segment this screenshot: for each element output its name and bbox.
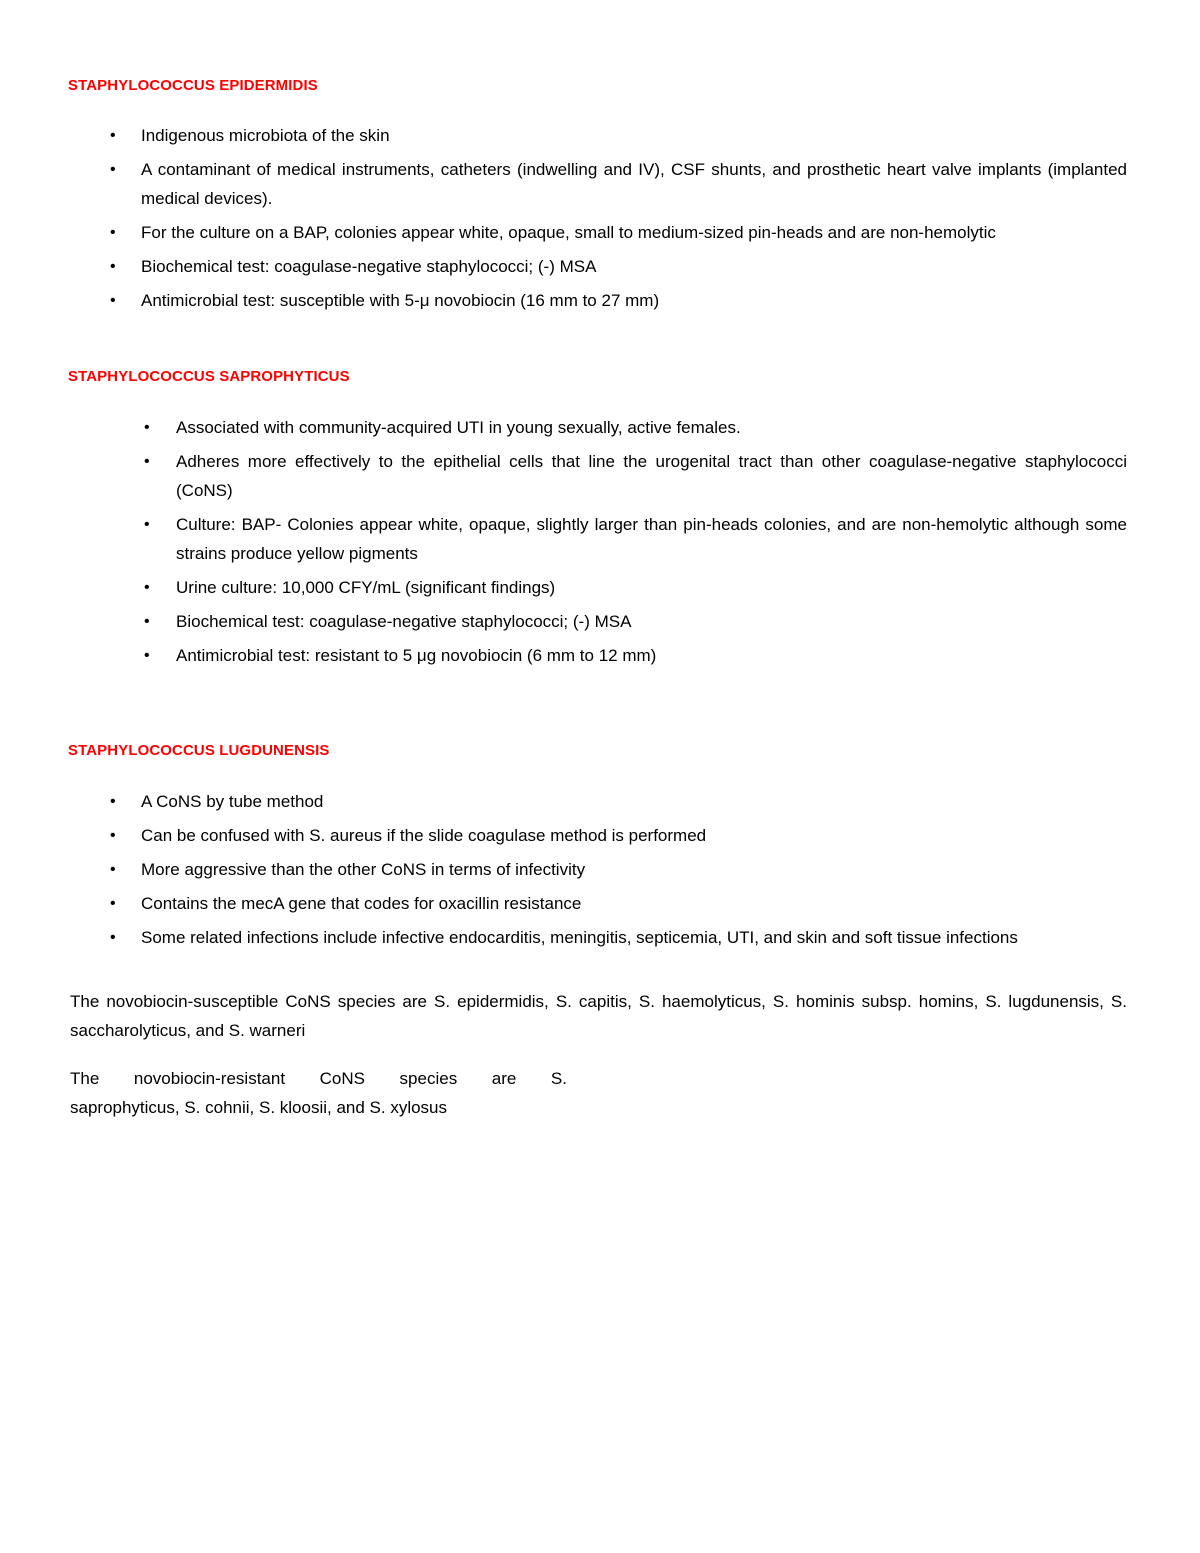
section-heading-lugdunensis: STAPHYLOCOCCUS LUGDUNENSIS — [68, 742, 330, 759]
paragraph-line: saprophyticus, S. cohnii, S. kloosii, and S. xylosus — [70, 1098, 448, 1117]
bullet-icon: • — [110, 861, 116, 878]
list-item: • For the culture on a BAP, colonies appear white, opaque, small to medium-sized pin-heads and are non-hemolytic — [141, 218, 1127, 247]
paragraph-line: The novobiocin-resistant CoNS species are S. — [70, 1069, 567, 1088]
bullet-icon: • — [144, 419, 150, 436]
list-item: • Antimicrobial test: susceptible with 5-μ novobiocin (16 mm to 27 mm) — [141, 286, 1127, 315]
list-item: • A CoNS by tube method — [141, 787, 1127, 816]
list-item: • Contains the mecA gene that codes for oxacillin resistance — [141, 889, 1127, 918]
bullet-list-lugdunensis — [110, 787, 1127, 952]
bullet-icon: • — [110, 929, 116, 946]
bullet-icon: • — [144, 516, 150, 533]
bullet-icon: • — [144, 453, 150, 470]
bullet-icon: • — [144, 613, 150, 630]
section-heading-saprophyticus: STAPHYLOCOCCUS SAPROPHYTICUS — [68, 368, 350, 385]
bullet-icon: • — [110, 793, 116, 810]
list-item: • Indigenous microbiota of the skin — [141, 121, 1127, 150]
bullet-icon: • — [110, 258, 116, 275]
list-item: • Can be confused with S. aureus if the slide coagulase method is performed — [141, 821, 1127, 850]
bullet-list-epidermidis — [110, 121, 1127, 315]
bullet-icon: • — [110, 127, 116, 144]
list-item: • Biochemical test: coagulase-negative staphylococci; (-) MSA — [176, 607, 1127, 636]
bullet-icon: • — [110, 292, 116, 309]
bullet-list-saprophyticus — [144, 413, 1127, 670]
list-item: • Biochemical test: coagulase-negative staphylococci; (-) MSA — [141, 252, 1127, 281]
bullet-icon: • — [110, 224, 116, 241]
list-item: • Adheres more effectively to the epithelial cells that line the urogenital tract than other coagulase-negative staphylococci (CoNS) — [176, 447, 1127, 505]
bullet-icon: • — [110, 161, 116, 178]
list-item: • A contaminant of medical instruments, catheters (indwelling and IV), CSF shunts, and prosthetic heart valve implants (implanted medical devices). — [141, 155, 1127, 213]
bullet-icon: • — [110, 895, 116, 912]
bullet-icon: • — [110, 827, 116, 844]
list-item: • More aggressive than the other CoNS in terms of infectivity — [141, 855, 1127, 884]
list-item: • Associated with community-acquired UTI in young sexually, active females. — [176, 413, 1127, 442]
list-item: • Antimicrobial test: resistant to 5 μg novobiocin (6 mm to 12 mm) — [176, 641, 1127, 670]
list-item: • Urine culture: 10,000 CFY/mL (significant findings) — [176, 573, 1127, 602]
bullet-icon: • — [144, 647, 150, 664]
list-item: • Culture: BAP- Colonies appear white, opaque, slightly larger than pin-heads colonies, and are non-hemolytic although some strains produce yellow pigments — [176, 510, 1127, 568]
section-heading-epidermidis: STAPHYLOCOCCUS EPIDERMIDIS — [68, 77, 318, 94]
list-item: • Some related infections include infective endocarditis, meningitis, septicemia, UTI, and skin and soft tissue infections — [141, 923, 1127, 952]
paragraph-novobiocin-resistant — [70, 1064, 567, 1122]
paragraph-novobiocin-susceptible: The novobiocin-susceptible CoNS species are S. epidermidis, S. capitis, S. haemolyticus, S. hominis subsp. homins, S. lugdunensis, S. saccharolyticus, and S. warneri — [70, 992, 1127, 1040]
bullet-icon: • — [144, 579, 150, 596]
